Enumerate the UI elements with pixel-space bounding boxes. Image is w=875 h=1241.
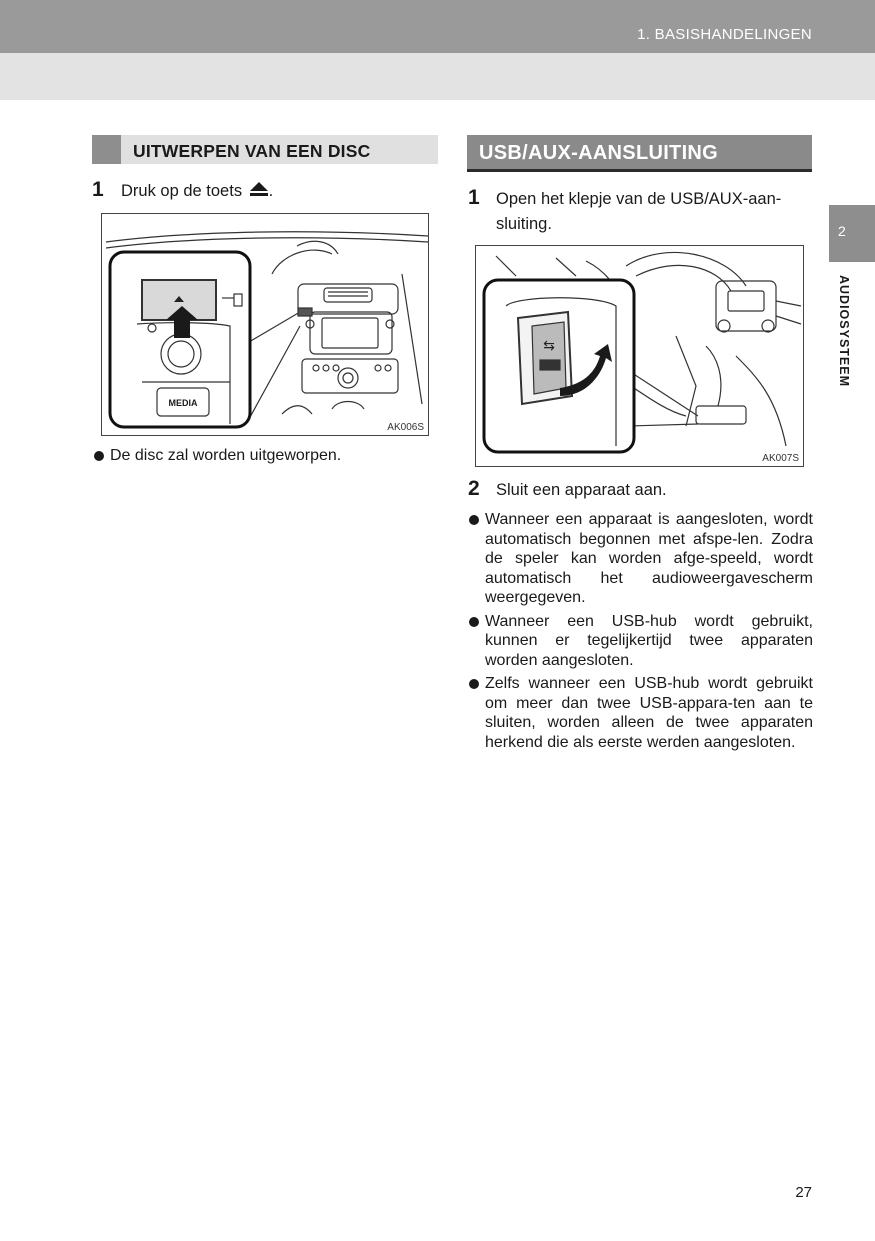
header-subbar	[0, 53, 875, 100]
list-item: Wanneer een apparaat is aangesloten, wordt automatisch begonnen met afspe-len. Zodra de speler kan worden afge-speeld, wordt automatisch het audioweergavescherm weergegeven.	[468, 510, 813, 608]
dashboard-eject-drawing	[102, 214, 429, 436]
chapter-tab[interactable]	[829, 205, 875, 262]
step-text	[121, 179, 273, 204]
step-text-suffix: .	[268, 182, 274, 200]
svg-text:⇆: ⇆	[543, 338, 555, 354]
step-number: 1	[468, 186, 480, 209]
chapter-tab-number: 2	[838, 223, 846, 239]
step-number: 1	[92, 178, 104, 201]
step-number: 2	[468, 477, 480, 500]
list-item: Wanneer een USB-hub wordt gebruikt, kunnen er tegelijkertijd twee apparaten worden aangesloten.	[468, 612, 813, 671]
section-heading-usb-text: USB/AUX-AANSLUITING	[479, 142, 719, 164]
list-item: De disc zal worden uitgeworpen.	[93, 446, 433, 466]
figure-usb-illustration	[475, 245, 804, 467]
step-text-line: Open het klepje van de USB/AUX-aan-	[496, 190, 782, 208]
list-item: Zelfs wanneer een USB-hub wordt gebruikt om meer dan twee USB-appara-ten aan te sluiten, worden alleen de twee apparaten herkend die als eerste werden aangesloten.	[468, 674, 813, 752]
step-text-line: sluiting.	[496, 215, 552, 233]
heading-marker	[92, 135, 121, 164]
step-text: Sluit een apparaat aan.	[496, 481, 667, 499]
eject-icon	[249, 181, 269, 197]
section-heading-usb	[467, 135, 812, 172]
chapter-title: 1. BASISHANDELINGEN	[637, 26, 812, 43]
chapter-side-label	[835, 275, 855, 415]
usb-port-drawing	[476, 246, 804, 467]
header-bar	[0, 0, 875, 53]
chapter-side-label-text: AUDIOSYSTEEM	[837, 275, 851, 388]
bullet-list-right	[468, 510, 813, 756]
figure-code: AK007S	[762, 453, 799, 464]
bullet-list-left	[93, 446, 433, 470]
figure-eject-illustration	[101, 213, 429, 436]
page-number: 27	[795, 1184, 812, 1201]
step-text-label: Druk op de toets	[121, 182, 243, 200]
figure-code: AK006S	[387, 422, 424, 433]
step-text	[496, 187, 814, 237]
media-button-label: MEDIA	[168, 398, 198, 408]
section-heading-eject	[92, 135, 438, 164]
section-heading-eject-text: UITWERPEN VAN EEN DISC	[133, 141, 371, 161]
